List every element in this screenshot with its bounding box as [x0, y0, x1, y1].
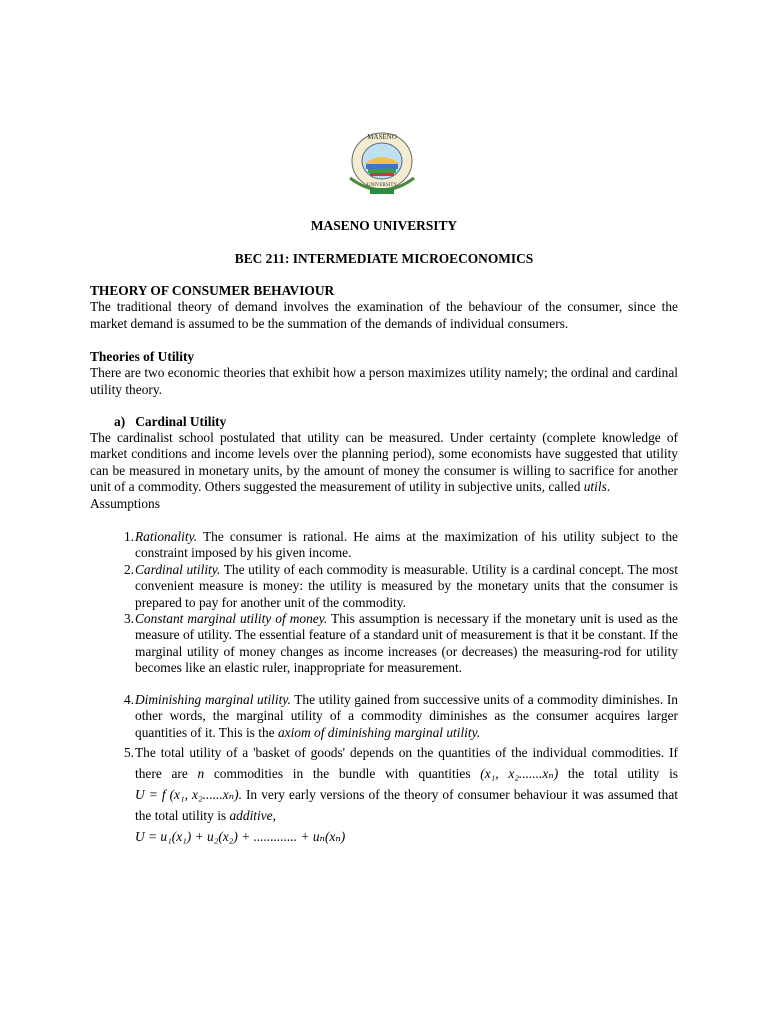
university-title: MASENO UNIVERSITY	[310, 218, 458, 233]
course-title: BEC 211: INTERMEDIATE MICROECONOMICS	[234, 251, 534, 266]
list-item: 5. The total utility of a 'basket of goods' depends on the quantities of the individual commodities. If there are n commodities in the bundle with quantities (x₁, x₂.......xₙ) the total utility is U = f (x₁, x₂......xₙ). In very early versions of the theory of consumer behaviour it was assumed that the total utility is additive, U = u₁(x₁) + u₂(x₂) + ............. + uₙ(xₙ)	[123, 745, 678, 844]
list-item: 3. Constant marginal utility of money. This assumption is necessary if the monetary unit is used as the measure of utility. The essential feature of a standard unit of measurement is that it be constant. If the marginal utility of money changes as income increases (or decreases) the measuring-rod for utility becomes like an elastic ruler, inappropriate for measurement.	[123, 611, 678, 676]
section-heading: THEORY OF CONSUMER BEHAVIOUR	[90, 283, 335, 298]
cardinal-paragraph	[90, 430, 678, 512]
section-paragraph: The traditional theory of demand involves the examination of the behaviour of the consumer, since the market demand is assumed to be the summation of the demands of individual consumers.	[90, 299, 678, 331]
section-paragraph: There are two economic theories that exhibit how a person maximizes utility namely; the ordinal and cardinal utility theory.	[90, 365, 678, 397]
paragraph-text: .	[606, 479, 611, 495]
list-item: 4. Diminishing marginal utility. The utility gained from successive units of a commodity diminishes. In other words, the marginal utility of a commodity diminishes as the consumer acquires larger quantities of it. This is the axiom of diminishing marginal utility.	[123, 692, 678, 740]
list-item: 2. Cardinal utility. The utility of each commodity is measurable. Utility is a cardinal concept. The most convenient measure is money: the utility is measured by the monetary units that the consumer is prepared to pay for another unit of the commodity.	[123, 562, 678, 610]
math-additive-utility: U = u₁(x₁) + u₂(x₂) + ............. + uₙ(xₙ)	[135, 829, 346, 844]
paragraph-italic: utils	[583, 479, 607, 495]
math-quantities: (x₁, x₂.......xₙ)	[480, 766, 559, 781]
section-consumer-behaviour	[90, 283, 678, 332]
math-total-utility: U = f (x₁, x₂......xₙ).	[135, 787, 242, 802]
paragraph-text: The cardinalist school postulated that utility can be measured. Under certainty (complete knowledge of market conditions and income levels over the planning period), some economists have suggested that utility can be measured in monetary units, by the amount of money the consumer is willing to sacrifice for another unit of a commodity. Others suggested the measurement of utility in subjective units, called	[90, 430, 678, 495]
logo-text-top: MASENO	[367, 133, 397, 141]
assumptions-label: Assumptions	[90, 495, 160, 511]
list-item: 1. Rationality. The consumer is rational. He aims at the maximization of his utility subject to the constraint imposed by his given income.	[123, 529, 678, 561]
section-heading: Theories of Utility	[90, 349, 195, 364]
logo-text-bottom: UNIVERSITY	[367, 183, 397, 188]
subsection-heading: a) Cardinal Utility	[114, 414, 227, 429]
section-theories-of-utility	[90, 349, 678, 398]
maseno-university-logo	[344, 128, 420, 198]
